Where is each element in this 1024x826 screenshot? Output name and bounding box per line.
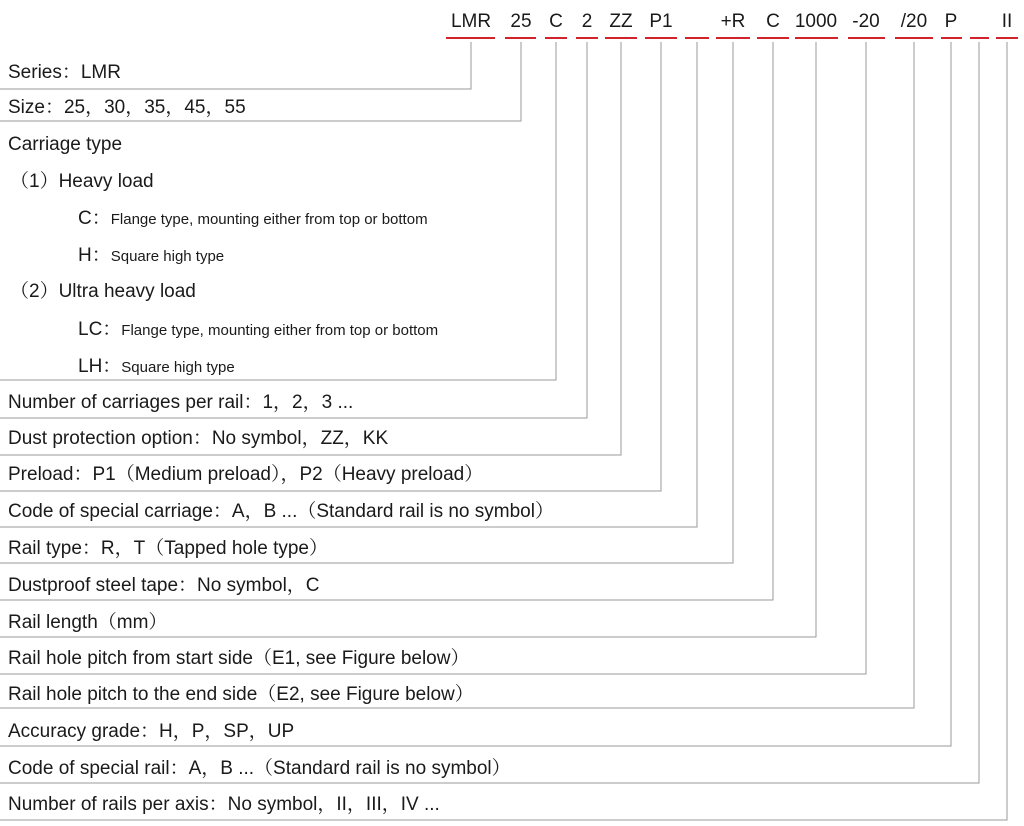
- label-heavy-c: [78, 208, 428, 229]
- code-accuracy: P: [944, 11, 958, 32]
- label-ultra-lc: [78, 319, 438, 340]
- label-pitch-end: Rail hole pitch to the end side（E2, see Figure below）: [8, 684, 474, 705]
- carriage-type-block: [8, 134, 438, 377]
- label-ultra-lh: [78, 356, 235, 377]
- row-labels: [8, 62, 554, 815]
- code-rail-type: +R: [720, 11, 746, 32]
- code-rail-length: 1000: [794, 11, 838, 32]
- label-series: Series：LMR: [8, 62, 121, 83]
- label-rail-type: Rail type：R，T（Tapped hole type）: [8, 538, 328, 559]
- ultra-lh-key: LH：: [78, 356, 122, 377]
- code-pitch-start: -20: [852, 11, 880, 32]
- code-carriage-count: 2: [581, 11, 593, 32]
- code-size: 25: [510, 11, 532, 32]
- code-steel-tape: C: [766, 11, 780, 32]
- code-series: LMR: [450, 11, 492, 32]
- label-ultra-heavy-load: （2）Ultra heavy load: [10, 281, 196, 302]
- label-special-carriage: Code of special carriage：A，B ...（Standard rail is no symbol）: [8, 501, 554, 522]
- heavy-h-desc: Square high type: [110, 248, 225, 265]
- label-special-rail: Code of special rail：A，B ...（Standard rail is no symbol）: [8, 758, 511, 779]
- label-carriages-per-rail: Number of carriages per rail：1，2，3 ...: [8, 392, 354, 413]
- code-preload: P1: [649, 11, 673, 32]
- label-size: Size：25，30，35，45，55: [8, 97, 246, 118]
- ultra-lc-key: LC：: [78, 319, 122, 340]
- heavy-h-key: H：: [78, 245, 111, 266]
- label-heavy-h: [78, 245, 224, 266]
- code-dust-protection: ZZ: [609, 11, 633, 32]
- ultra-lc-desc: Flange type, mounting either from top or bottom: [121, 322, 439, 339]
- label-heavy-load: （1）Heavy load: [10, 171, 154, 192]
- heavy-c-key: C：: [78, 208, 111, 229]
- label-pitch-start: Rail hole pitch from start side（E1, see Figure below）: [8, 648, 470, 669]
- label-rail-length: Rail length（mm）: [8, 612, 168, 633]
- model-code-header: [451, 11, 1012, 32]
- label-preload: Preload：P1（Medium preload），P2（Heavy preload）: [8, 464, 484, 485]
- code-rails-per-axis: II: [1001, 11, 1013, 32]
- label-dust-protection: Dust protection option：No symbol，ZZ，KK: [8, 428, 389, 449]
- code-pitch-end: /20: [900, 11, 928, 32]
- label-steel-tape: Dustproof steel tape：No symbol，C: [8, 575, 320, 596]
- label-carriage-type: Carriage type: [8, 134, 123, 155]
- code-carriage-type: C: [549, 11, 563, 32]
- ultra-lh-desc: Square high type: [121, 359, 235, 376]
- label-accuracy: Accuracy grade：H，P，SP，UP: [8, 721, 295, 742]
- label-rails-per-axis: Number of rails per axis：No symbol，II，III，IV ...: [8, 794, 440, 815]
- heavy-c-desc: Flange type, mounting either from top or bottom: [110, 211, 428, 228]
